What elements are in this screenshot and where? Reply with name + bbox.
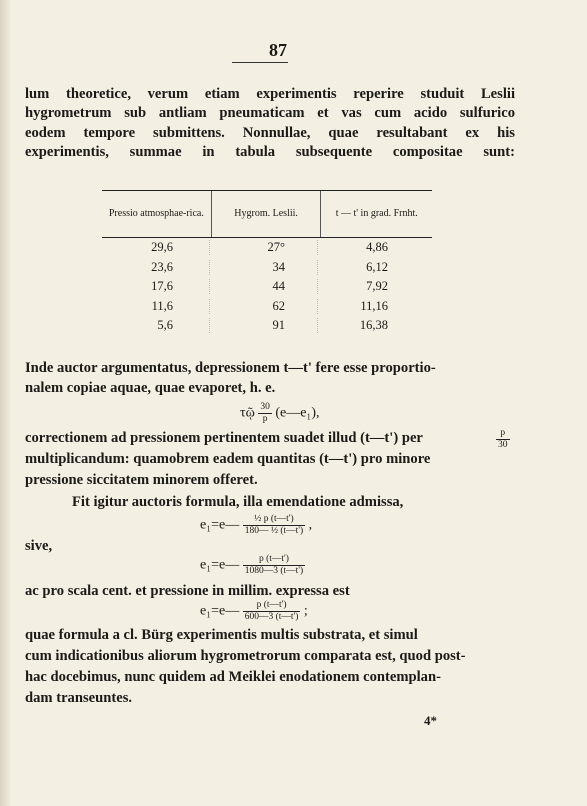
text-line: dam transeuntes. xyxy=(25,690,133,706)
text-line: lum theoretice, verum etiam experimentis reperire studuit Leslii xyxy=(25,86,515,102)
formula-suffix: , xyxy=(308,517,313,533)
table-cell: 7,92 xyxy=(366,279,388,294)
formula-lhs: e₁=e— xyxy=(200,517,240,533)
fraction-denominator: p xyxy=(262,414,268,424)
fraction-numerator: ½ p (t—t') xyxy=(243,514,305,526)
table-row xyxy=(102,258,432,278)
table-cell: 11,6 xyxy=(102,299,210,314)
fraction-denominator: 30 xyxy=(498,440,508,450)
table-row xyxy=(102,297,432,317)
page-binding-edge xyxy=(0,0,10,806)
table-cell: 16,38 xyxy=(359,318,388,333)
table-cell: 62 xyxy=(210,299,318,314)
fraction-numerator: p (t—t') xyxy=(243,600,301,612)
text-line: experimentis, summae in tabula subsequente compositae sunt: xyxy=(25,143,515,160)
fraction xyxy=(243,600,301,623)
formula-lhs: e₁=e— xyxy=(200,557,240,573)
fraction xyxy=(258,402,272,425)
text-line: hac docebimus, nunc quidem ad Meiklei enodationem contemplan- xyxy=(25,669,441,685)
page-number-rule xyxy=(232,62,288,63)
text-line: Inde auctor argumentatus, depressionem t—t' fere esse proportio- xyxy=(25,360,436,376)
table-cell: 29,6 xyxy=(102,240,210,255)
table-cell: 11,16 xyxy=(360,298,388,313)
text-line: nalem copiae aquae, quae evaporet, h. e. xyxy=(25,380,276,396)
table-cell: 34 xyxy=(210,260,318,275)
column-header-hygrometer: Hygrom. Leslii. xyxy=(212,191,322,237)
table-cell: 4,86 xyxy=(366,240,388,255)
table-cell: 6,12 xyxy=(366,259,388,274)
table-cell: 23,6 xyxy=(102,260,210,275)
signature-mark: 4* xyxy=(424,713,437,728)
formula-prefix: τῷ xyxy=(240,405,259,421)
fraction-denominator: 600—3 (t—t') xyxy=(244,612,299,622)
table-cell: 27° xyxy=(210,240,318,255)
table-header xyxy=(102,191,432,238)
text-line: Fit igitur auctoris formula, illa emendatione admissa, xyxy=(72,494,404,510)
text-line: quae formula a cl. Bürg experimentis multis substrata, et simul xyxy=(25,627,418,643)
column-header-pressure: Pressio atmosphae-rica. xyxy=(102,191,212,237)
table-row xyxy=(102,277,432,297)
fraction-denominator: 1080—3 (t—t') xyxy=(244,566,304,576)
fraction xyxy=(496,428,510,451)
text-line: pressione siccitatem minorem offeret. xyxy=(25,472,258,488)
table-cell: 91 xyxy=(210,318,318,333)
text-line: sive, xyxy=(25,538,53,554)
formula-inline xyxy=(240,402,319,425)
text-line: ac pro scala cent. et pressione in millim. expressa est xyxy=(25,583,350,599)
formula-suffix: ; xyxy=(303,603,308,619)
text-line: correctionem ad pressionem pertinentem suadet illud (t—t') per xyxy=(25,430,423,446)
formula-1 xyxy=(200,514,312,537)
table-row xyxy=(102,316,432,336)
fraction-denominator: 180— ½ (t—t') xyxy=(244,526,304,536)
text-line: eodem tempore submittens. Nonnullae, quae resultabant ex his xyxy=(25,124,515,141)
formula-3 xyxy=(200,600,308,623)
formula-lhs: e₁=e— xyxy=(200,603,240,619)
fraction-numerator: p (t—t') xyxy=(243,554,305,566)
text-line: hygrometrum sub antliam pneumaticam et vas cum acido sulfurico xyxy=(25,105,515,122)
fraction xyxy=(243,554,305,577)
table-body xyxy=(102,238,432,338)
page-number: 87 xyxy=(269,40,287,60)
fraction xyxy=(243,514,305,537)
formula-suffix: (e—e₁), xyxy=(275,405,320,421)
text-line: cum indicationibus aliorum hygrometrorum comparata est, quod post- xyxy=(25,648,466,664)
table-cell: 17,6 xyxy=(102,279,210,294)
table-cell: 44 xyxy=(210,279,318,294)
column-header-temperature-difference: t — t' in grad. Frnht. xyxy=(335,208,418,219)
paragraph-intro xyxy=(25,85,515,162)
fraction-numerator: p xyxy=(496,428,510,440)
text-line: multiplicandum: quamobrem eadem quantitas (t—t') pro minore xyxy=(25,451,431,467)
data-table xyxy=(102,190,432,338)
formula-2 xyxy=(200,554,305,577)
fraction-numerator: 30 xyxy=(260,402,270,412)
table-row xyxy=(102,238,432,258)
table-cell: 5,6 xyxy=(102,318,210,333)
